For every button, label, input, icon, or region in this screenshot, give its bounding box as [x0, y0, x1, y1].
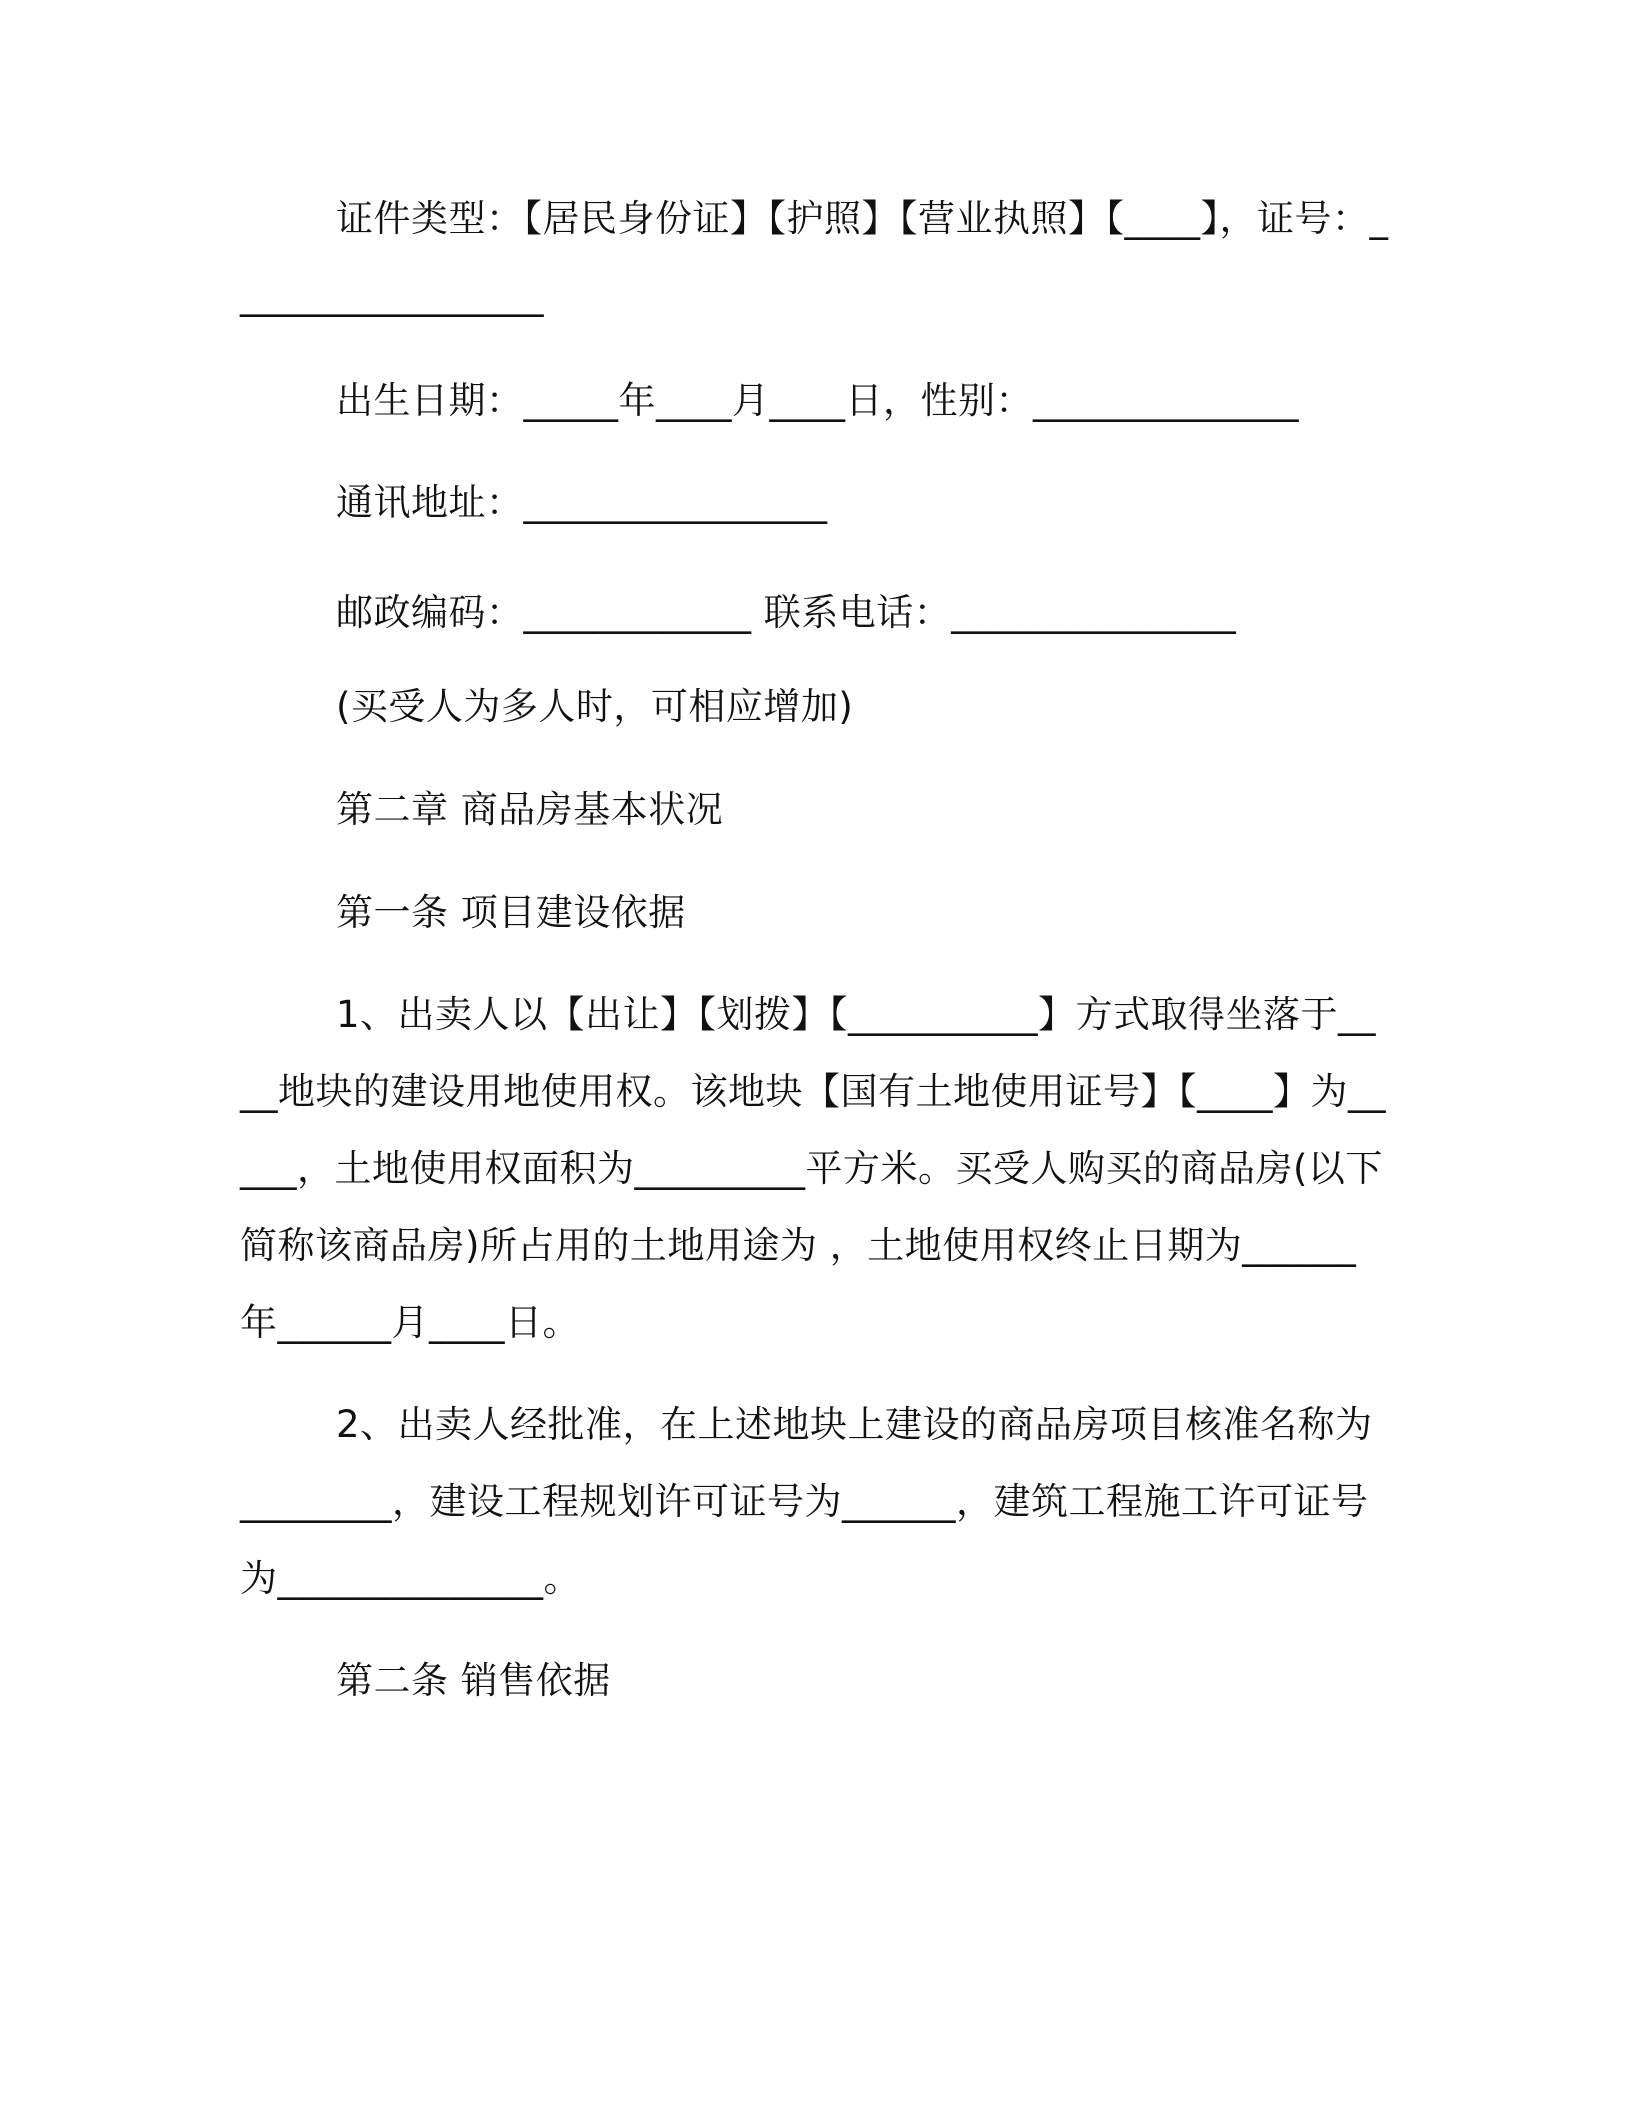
birth-date-paragraph: 出生日期：_____年____月____日，性别：______________: [336, 379, 1299, 422]
postal-phone-paragraph: 邮政编码：____________ 联系电话：_______________: [336, 591, 1237, 634]
clause-1-paragraph: 1、出卖人以【出让】【划拨】【__________】方式取得坐落于____地块的建设用地使用权。该地块【国有土地使用证号】【____】为_____，土地使用权面积为_________平方米。买受人购买的商品房(以下简称该商品房)所占用的土地用途为 ，土地使用权终止日期为______年______月____日。: [240, 993, 1386, 1344]
id-type-paragraph: 证件类型：【居民身份证】【护照】【营业执照】【____】，证号：_________________: [240, 197, 1389, 317]
address-paragraph: 通讯地址：________________: [336, 481, 828, 524]
article-heading: 第一条 项目建设依据: [336, 891, 686, 934]
chapter-heading: 第二章 商品房基本状况: [336, 788, 724, 831]
article-2-heading: 第二条 销售依据: [336, 1659, 611, 1702]
note-paragraph: (买受人为多人时，可相应增加): [336, 685, 854, 728]
clause-2-paragraph: 2、出卖人经批准，在上述地块上建设的商品房项目核准名称为________，建设工程规划许可证号为______，建筑工程施工许可证号为______________。: [240, 1403, 1373, 1600]
